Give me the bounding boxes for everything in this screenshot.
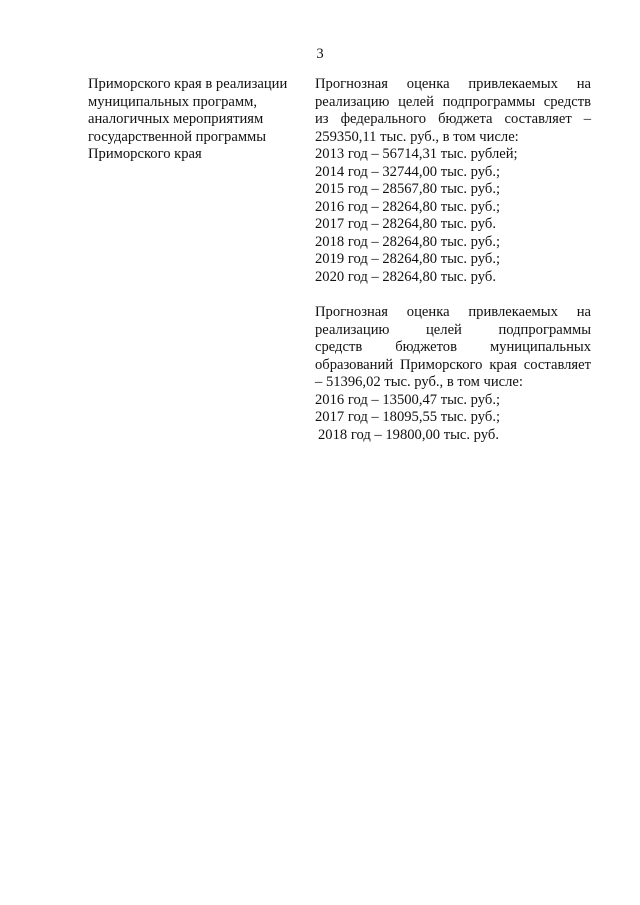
left-label-line: Приморского края в реализации <box>88 76 288 92</box>
municipal-year-item: 2016 год – 13500,47 тыс. руб.; <box>315 391 501 408</box>
federal-intro-line: реализацию целей подпрограммы средств <box>315 93 591 110</box>
municipal-year-item: 2017 год – 18095,55 тыс. руб.; <box>315 409 501 425</box>
section-spacer <box>315 286 591 304</box>
federal-intro-line: из федерального бюджета составляет – <box>315 111 591 127</box>
right-column-content <box>315 76 591 444</box>
federal-year-item: 2013 год – 56714,31 тыс. рублей; <box>315 146 518 162</box>
page-number: 3 <box>316 46 324 62</box>
left-label-line: аналогичных мероприятиям <box>88 111 264 127</box>
left-label-line: государственной программы <box>88 128 267 145</box>
municipal-intro-line: средств бюджетов муниципальных <box>315 339 591 355</box>
left-column-label <box>88 76 293 164</box>
federal-year-item: 2018 год – 28264,80 тыс. руб.; <box>315 233 501 250</box>
federal-year-item: 2020 год – 28264,80 тыс. руб. <box>315 268 496 285</box>
federal-year-item: 2016 год – 28264,80 тыс. руб.; <box>315 198 501 215</box>
federal-year-item: 2017 год – 28264,80 тыс. руб. <box>315 216 496 232</box>
federal-budget-section <box>315 76 591 286</box>
federal-year-item: 2019 год – 28264,80 тыс. руб.; <box>315 251 501 267</box>
municipal-year-item: 2018 год – 19800,00 тыс. руб. <box>318 426 499 443</box>
municipal-intro-line: реализацию целей подпрограммы <box>315 321 591 338</box>
left-label-line: муниципальных программ, <box>88 93 257 110</box>
federal-year-item: 2014 год – 32744,00 тыс. руб.; <box>315 163 501 180</box>
federal-intro-line: Прогнозная оценка привлекаемых на <box>315 76 591 92</box>
municipal-intro-line: образований Приморского края составляет <box>315 356 591 373</box>
municipal-intro-line: – 51396,02 тыс. руб., в том числе: <box>315 374 523 390</box>
municipal-budget-section <box>315 304 591 444</box>
federal-year-item: 2015 год – 28567,80 тыс. руб.; <box>315 181 501 197</box>
left-label-line: Приморского края <box>88 146 202 162</box>
federal-intro-line: 259350,11 тыс. руб., в том числе: <box>315 128 519 145</box>
municipal-intro-line: Прогнозная оценка привлекаемых на <box>315 304 591 320</box>
